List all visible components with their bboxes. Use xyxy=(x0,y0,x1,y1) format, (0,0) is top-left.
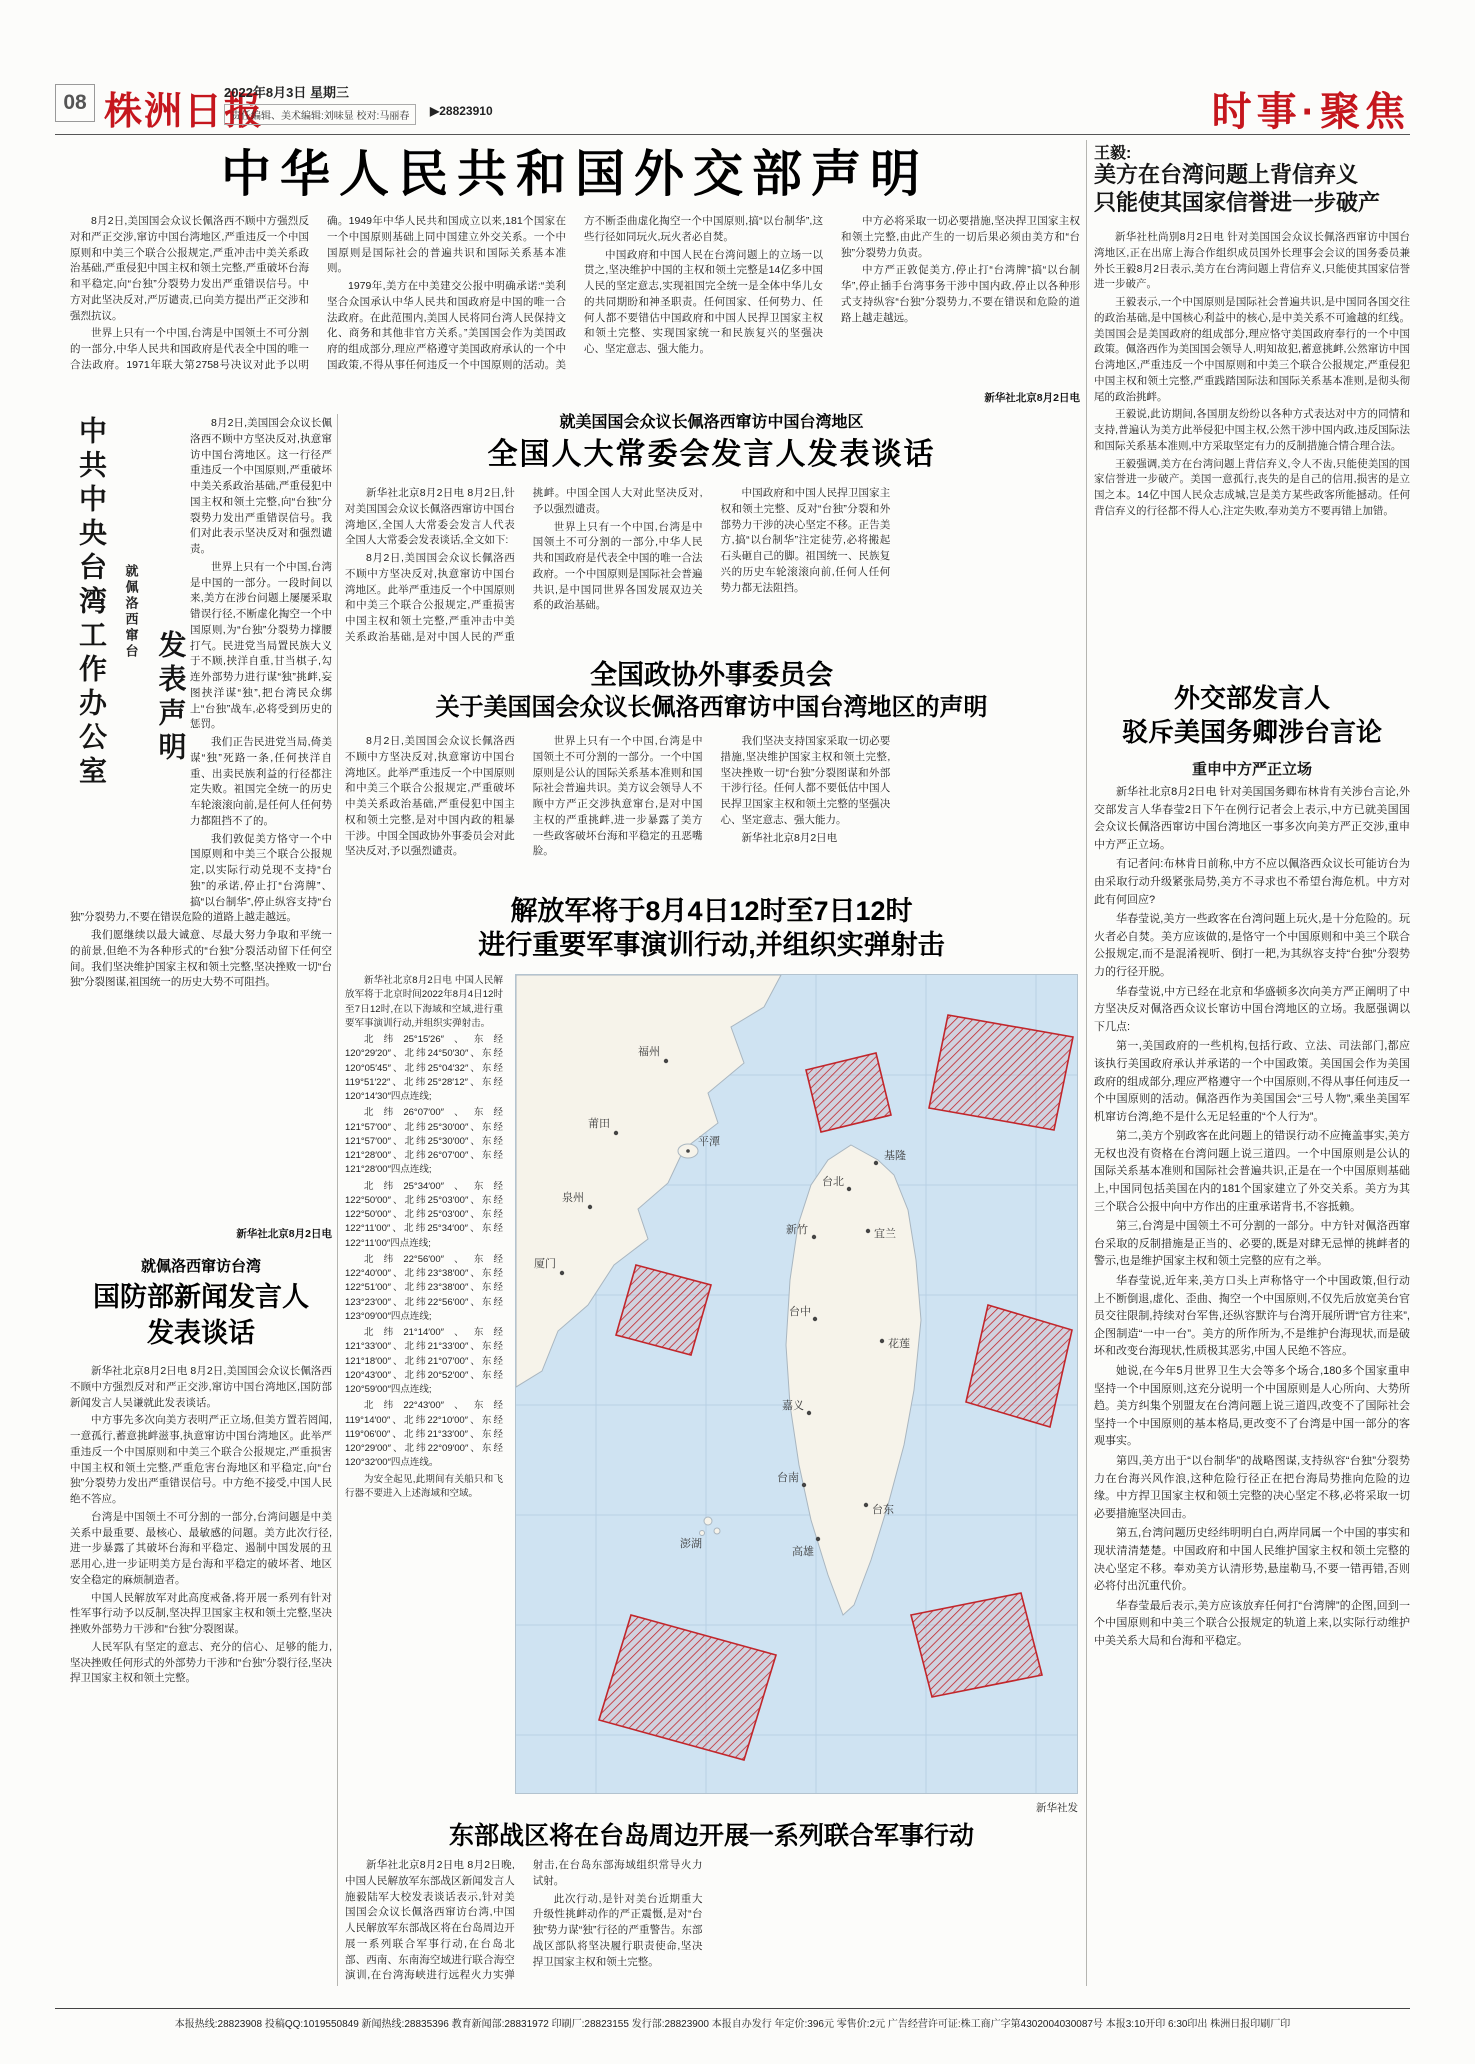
spox-body: 新华社北京8月2日电 针对美国国务卿布林肯有关涉台言论,外交部发言人华春莹2日下午在例行记者会上表示,中方已就美国国会众议长佩洛西窜访中国台湾地区一事多次向美方严正交涉,重申中方严正立场。 有记者问:布林肯日前称,中方不应以佩洛西众议长可能访台为由采取行动升级紧张局势,美方不寻求也不希望台海危机。中方对此有何回应? 华春莹说,美方一些政客在台湾问题上玩火,是十分危险的。玩火者必自焚。美方应该做的,是恪守一个中国原则和中美三个联合公报规定,而不是混淆视听、倒打一耙,为其纵容支持“台独”分裂势力的行径开脱。 华春莹说,中方已经在北京和华盛顿多次向美方严正阐明了中方坚决反对佩洛西众议长窜访中国台湾地区的立场。我愿强调以下几点: 第一,美国政府的一些机构,包括行政、立法、司法部门,都应该执行美国政府承认并承诺的一个中国政策。美国国会作为美国政府的组成部分,理应严格遵守一个中国原则,不得从事任何违反一个中国原则的活动。佩洛西作为美国国会“三号人物”,乘坐美国军机窜访台湾,绝不是什么无足轻重的“个人行为”。 第二,美方个别政客在此问题上的错误行动不应掩盖事实,美方无权也没有资格在台湾问题上说三道四。一个中国原则是公认的国际关系基本准则和国际社会普遍共识,正是在一个中国原则基础上,中国同包括美国在内的181个国家建立了外交关系。美方为其三个联合公报中向中方作出的庄重承诺背书,不容抵赖。 第三,台湾是中国领土不可分割的一部分。中方针对佩洛西窜台采取的反制措施是正当的、必要的,既是对肆无忌惮的挑衅者的警示,也是维护国家主权和领土完整的应有之举。 华春莹说,近年来,美方口头上声称恪守一个中国政策,但行动上不断倒退,虚化、歪曲、掏空一个中国原则,不仅先后放宽美台官员交往限制,持续对台军售,还纵容默许与台湾开展所谓“官方往来”,企图制造“一中一台”。美方的所作所为,不是维护台海现状,而是破坏和改变台海现状,性质极其恶劣,中国人民绝不答应。 她说,在今年5月世界卫生大会等多个场合,180多个国家重申坚持一个中国原则,这充分说明一个中国原则是人心所向、大势所趋。美方纠集个别盟友在台湾问题上说三道四,改变不了国际社会坚持一个中国原则的基本格局,更改变不了台湾是中国一部分的客观事实。 第四,美方出于“以台制华”的战略图谋,支持纵容“台独”分裂势力在台海兴风作浪,这种危险行径正在把台海局势推向危险的边缘。中方捍卫国家主权和领土完整的决心坚定不移,必将采取一切必要措施坚决回击。 第五,台湾问题历史经纬明明白白,两岸同属一个中国的事实和现状清清楚楚。中国政府和中国人民维护国家主权和领土完整的决心坚定不移。奉劝美方认清形势,悬崖勒马,不要一错再错,否则必将付出沉重代价。 华春莹最后表示,美方应该放弃任何打“台湾牌”的企图,回到一个中国原则和中美三个联合公报规定的轨道上来,以实际行动维护中美关系大局和台海和平稳定。 xyxy=(1094,786,1410,1647)
map-svg xyxy=(516,975,1077,1793)
wangyi-title-line2: 只能使其国家信誉进一步破产 xyxy=(1094,190,1381,215)
wangyi-title-line1: 美方在台湾问题上背信弃义 xyxy=(1094,162,1359,187)
page-number: 08 xyxy=(55,84,95,122)
publication-info-footer: 本报热线:28823908 投稿QQ:1019550849 新闻热线:28835396 教育新闻部:28831972 印刷厂:28823155 发行部:28823900 本报自办发行 年定价:396元 零售价:2元 广告经营许可证:株工商广字第4302004030087号 本报3:10开印 6:30印出 株洲日报印刷厂印 xyxy=(55,2008,1410,2030)
mod-title-line1: 国防部新闻发言人 xyxy=(93,1282,309,1312)
spox-title-line1: 外交部发言人 xyxy=(1173,683,1330,713)
eastern-theater-body: 新华社北京8月2日电 8月2日晚,中国人民解放军东部战区新闻发言人施毅陆军大校发表谈话表示,针对美国国会众议长佩洛西窜访台湾,中国人民解放军东部战区将在台岛周边开展一系列联合军事行动,在台岛北部、西南、东南海空域进行联合海空演训,在台湾海峡进行远程火力实弹射击,在台岛东部海域组织常导火力试射。 此次行动,是针对美台近期重大升级性挑衅动作的严正震慑,是对“台独”势力谋“独”行径的严重警告。东部战区部队将坚决履行职责使命,坚决捍卫国家主权和领土完整。 xyxy=(345,1859,703,1982)
city-label: 花莲 xyxy=(888,1338,910,1350)
city-label: 新竹 xyxy=(786,1224,808,1236)
date-line: 2022年8月3日 星期三 xyxy=(224,85,349,100)
city-label: 台南 xyxy=(777,1472,799,1484)
mod-body: 新华社北京8月2日电 8月2日,美国国会众议长佩洛西不顾中方强烈反对和严正交涉,窜访中国台湾地区,国防部新闻发言人吴谦就此发表谈话。 中方事先多次向美方表明严正立场,但美方置若罔闻,一意孤行,蓄意挑衅滋事,执意窜访中国台湾地区。此举严重违反一个中国原则和中美三个联合公报规定,严重损害中国主权和领土完整,严重危害台海地区和平稳定,向“台独”分裂势力发出严重错误信号。中方绝不接受,中国人民绝不答应。 台湾是中国领土不可分割的一部分,台湾问题是中美关系中最重要、最核心、最敏感的问题。美方此次行径,进一步暴露了其破坏台海和平稳定、遏制中国发展的丑恶用心,进一步证明美方是台海和平稳定的破坏者、地区安全稳定的麻烦制造者。 中国人民解放军对此高度戒备,将开展一系列有针对性军事行动予以反制,坚决捍卫国家主权和领土完整,坚决挫败外部势力干涉和“台独”分裂图谋。 人民军队有坚定的意志、充分的信心、足够的能力,坚决挫败任何形式的外部势力干涉和“台独”分裂行径,坚决捍卫国家主权和领土完整。 xyxy=(70,1365,332,1685)
taiban-statement-body: 8月2日,美国国会众议长佩洛西不顾中方坚决反对,执意窜访中国台湾地区。这一行径严重违反一个中国原则,严重破坏中美关系政治基础,严重侵犯中国主权和领土完整,向“台独”分裂势力发出严重错误信号。我们对此表示坚决反对和强烈谴责。 世界上只有一个中国,台湾是中国的一部分。一段时间以来,美方在涉台问题上屡屡采取错误行径,不断虚化掏空一个中国原则,为“台独”分裂势力撑腰打气。民进党当局置民族大义于不顾,挟洋自重,甘当棋子,勾连外部势力进行谋“独”挑衅,妄图挟洋谋“独”,把台湾民众绑上“台独”战车,必将受到历史的惩罚。 我们正告民进党当局,倚美谋“独”死路一条,任何挟洋自重、出卖民族利益的行径都注定失败。祖国完全统一的历史车轮滚滚向前,是任何人任何势力都阻挡不了的。 我们敦促美方恪守一个中国原则和中美三个联合公报规定,以实际行动兑现不支持“台独”的承诺,停止打“台湾牌”、搞“以台制华”,停止纵容支持“台独”分裂势力,不要在错误危险的道路上越走越远。 我们愿继续以最大诚意、尽最大努力争取和平统一的前景,但绝不为各种形式的“台独”分裂活动留下任何空间。我们坚决维护国家主权和领土完整,坚决挫败一切“台独”分裂图谋,祖国统一的历史大势不可阻挡。 xyxy=(70,417,332,989)
section-title: 时事·聚焦 xyxy=(1211,90,1410,134)
fm-statement-byline: 新华社北京8月2日电 xyxy=(820,390,1080,405)
wangyi-body: 新华社杜尚别8月2日电 针对美国国会众议长佩洛西窜访中国台湾地区,正在出席上海合作组织成员国外长理事会会议的国务委员兼外长王毅8月2日表示,美方在台湾问题上背信弃义,只能使其国家信誉进一步破产。 王毅表示,一个中国原则是国际社会普遍共识,是中国同各国交往的政治基础,是中国核心利益中的核心,是中美关系不可逾越的红线。美国国会是美国政府的组成部分,理应恪守美国政府奉行的一个中国政策。佩洛西作为美国国会领导人,明知故犯,蓄意挑衅,公然窜访中国台湾地区,严重违反一个中国原则和中美三个联合公报规定,严重侵犯中国主权和领土完整,严重践踏国际法和国际关系基本准则,是彻头彻尾的政治挑衅。 王毅说,此访期间,各国朋友纷纷以各种方式表达对中方的同情和支持,普遍认为美方此举侵犯中国主权,公然干涉中国内政,违反国际法和国际关系基本准则,中方采取坚定有力的反制措施合情合理合法。 王毅强调,美方在台湾问题上背信弃义,令人不齿,只能使美国的国家信誉进一步破产。美国一意孤行,丧失的是自己的信用,损害的是立国之本。14亿中国人民众志成城,岂是美方某些政客所能撼动。任何背信弃义的行径都不得人心,注定失败,奉劝美方不要再错上加错。 xyxy=(1094,231,1410,517)
wangyi-speaker-label: 王毅: xyxy=(1094,145,1132,162)
npc-kicker: 就美国国会众议长佩洛西窜访中国台湾地区 xyxy=(559,414,864,431)
city-label: 平潭 xyxy=(698,1136,720,1148)
spox-subtitle: 重申中方严正立场 xyxy=(1191,761,1312,778)
city-label: 嘉义 xyxy=(782,1400,804,1412)
taiban-statement xyxy=(70,416,332,1222)
pla-coordinates-list: 新华社北京8月2日电 中国人民解放军将于北京时间2022年8月4日12时至7日12时,在以下海域和空域,进行重要军事演训行动,并组织实弹射击。 北纬25°15′26″、东经120°29′20″、北纬24°50′30″、东经120°05′45″、北纬25°04′32″、东经119°51′22″、北纬25°28′12″、东经120°14′30″四点连线; 北纬26°07′00″、东经121°57′00″、北纬25°30′00″、东经121°57′00″、北纬25°30′00″、东经121°28′00″、北纬26°07′00″、东经121°28′00″四点连线; 北纬25°34′00″、东经122°50′00″、北纬25°03′00″、东经122°50′00″、北纬25°03′00″、东经122°11′00″、北纬25°34′00″、东经122°11′00″四点连线; 北纬22°56′00″、东经122°40′00″、北纬23°38′00″、东经122°51′00″、北纬23°38′00″、东经123°23′00″、北纬22°56′00″、东经123°09′00″四点连线; 北纬21°14′00″、东经121°33′00″、北纬21°33′00″、东经121°18′00″、北纬21°07′00″、东经120°43′00″、北纬20°52′00″、东经120°59′00″四点连线; 北纬22°43′00″、东经119°14′00″、北纬22°10′00″、东经119°06′00″、北纬21°33′00″、东经120°29′00″、北纬22°09′00″、东经120°32′00″四点连线。 为安全起见,此期间有关船只和飞行器不要进入上述海域和空域。 xyxy=(345,975,503,1499)
city-label: 基隆 xyxy=(884,1150,906,1162)
city-label: 泉州 xyxy=(562,1192,584,1204)
left-column-divider xyxy=(337,414,338,1986)
header-divider xyxy=(55,134,1410,135)
pla-title-line1: 解放军将于8月4日12时至7日12时 xyxy=(510,896,913,926)
eastern-theater-title: 东部战区将在台岛周边开展一系列联合军事行动 xyxy=(448,1822,974,1850)
city-label: 厦门 xyxy=(534,1258,556,1270)
city-label: 莆田 xyxy=(588,1118,610,1130)
npc-body: 新华社北京8月2日电 8月2日,针对美国国会众议长佩洛西窜访中国台湾地区,全国人大常委会发言人代表全国人大常委会发表谈话,全文如下: 8月2日,美国国会众议长佩洛西不顾中方坚决反对,执意窜访中国台湾地区。此举严重违反一个中国原则和中美三个联合公报规定,严重损害中国主权和领土完整,严重冲击中美关系政治基础,是对中国人民的严重挑衅。中国全国人大对此坚决反对,予以强烈谴责。 世界上只有一个中国,台湾是中国领土不可分割的一部分,中华人民共和国政府是代表全中国的唯一合法政府。一个中国原则是国际社会普遍共识,是中国同世界各国发展双边关系的政治基础。 中国政府和中国人民捍卫国家主权和领土完整、反对“台独”分裂和外部势力干涉的决心坚定不移。正告美方,搞“以台制华”注定徒劳,必将搬起石头砸自己的脚。祖国统一、民族复兴的历史车轮滚滚向前,任何人任何势力都无法阻挡。 xyxy=(345,487,891,643)
fm-statement-body: 8月2日,美国国会众议长佩洛西不顾中方强烈反对和严正交涉,窜访中国台湾地区,严重违反一个中国原则和中美三个联合公报规定,严重冲击中美关系政治基础,严重侵犯中国主权和领土完整,严重破坏台海和平稳定,向“台独”分裂势力发出严重错误信号。中方对此坚决反对,严厉谴责,已向美方提出严正交涉和强烈抗议。 世界上只有一个中国,台湾是中国领土不可分割的一部分,中华人民共和国政府是代表全中国的唯一合法政府。1971年联大第2758号决议对此予以明确。1949年中华人民共和国成立以来,181个国家在一个中国原则基础上同中国建立外交关系。一个中国原则是国际社会的普遍共识和国际关系基本准则。 1979年,美方在中美建交公报中明确承诺:“美利坚合众国承认中华人民共和国政府是中国的唯一合法政府。在此范围内,美国人民将同台湾人民保持文化、商务和其他非官方关系。”美国国会作为美国政府的组成部分,理应严格遵守美国政府承认的一个中国政策,不得从事任何违反一个中国原则的活动。美方不断歪曲虚化掏空一个中国原则,搞“以台制华”,这些行径如同玩火,玩火者必自焚。 中国政府和中国人民在台湾问题上的立场一以贯之,坚决维护中国的主权和领土完整是14亿多中国人民的坚定意志,实现祖国完全统一是全体中华儿女的共同期盼和神圣职责。任何国家、任何势力、任何人都不要错估中国政府和中国人民捍卫国家主权和领土完整、实现国家统一和民族复兴的坚强决心、坚定意志、强大能力。 中方必将采取一切必要措施,坚决捍卫国家主权和领土完整,由此产生的一切后果必须由美方和“台独”分裂势力负责。 中方严正敦促美方,停止打“台湾牌”搞“以台制华”,停止插手台湾事务干涉中国内政,停止以各种形式支持纵容“台独”分裂势力,不要在错误和危险的道路上越走越远。 xyxy=(70,215,1080,371)
pla-title-line2: 进行重要军事演训行动,并组织实弹射击 xyxy=(478,930,945,960)
city-label: 台东 xyxy=(872,1504,894,1516)
city-label: 高雄 xyxy=(792,1546,814,1558)
right-column-divider xyxy=(1086,140,1087,1986)
city-label: 台中 xyxy=(789,1306,811,1318)
cppcc-title-line2: 关于美国国会众议长佩洛西窜访中国台湾地区的声明 xyxy=(435,694,988,721)
masthead-logo: 株洲日报 xyxy=(104,91,265,133)
hotline-number: ▶28823910 xyxy=(430,104,493,118)
taiban-title-kicker: 就佩洛西窜台 xyxy=(123,564,139,660)
editors-line: 责任编辑、美术编辑:刘味显 校对:马丽春 xyxy=(224,104,416,125)
city-label: 宜兰 xyxy=(874,1228,896,1240)
taiban-title-sub: 发表声明 xyxy=(155,630,187,766)
map-credit: 新华社发 xyxy=(1036,1802,1078,1814)
taiban-vertical-title xyxy=(70,416,190,898)
cppcc-title-line1: 全国政协外事委员会 xyxy=(590,660,833,690)
fm-statement-title: 中华人民共和国外交部声明 xyxy=(221,146,929,202)
taiban-title-main: 中共中央台湾工作办公室 xyxy=(76,416,107,790)
cppcc-body: 8月2日,美国国会众议长佩洛西不顾中方坚决反对,执意窜访中国台湾地区。此举严重违反一个中国原则和中美三个联合公报规定,严重破坏中美关系政治基础,严重侵犯中国主权和领土完整,是对中国内政的粗暴干涉。中国全国政协外事委员会对此坚决反对,予以强烈谴责。 世界上只有一个中国,台湾是中国领土不可分割的一部分。一个中国原则是公认的国际关系基本准则和国际社会普遍共识。美方议会领导人不顾中方严正交涉执意窜台,是对中国主权的严重挑衅,进一步暴露了美方一些政客破坏台海和平稳定的丑恶嘴脸。 我们坚决支持国家采取一切必要措施,坚决维护国家主权和领土完整,坚决挫败一切“台独”分裂图谋和外部干涉行径。任何人都不要低估中国人民捍卫国家主权和领土完整的坚强决心、坚定意志、强大能力。 新华社北京8月2日电 xyxy=(345,735,891,858)
taiban-byline: 新华社北京8月2日电 xyxy=(236,1228,332,1240)
mod-kicker: 就佩洛西窜访台湾 xyxy=(140,1258,261,1275)
exercise-zones-map xyxy=(515,974,1078,1794)
city-label: 台北 xyxy=(822,1176,844,1188)
npc-title: 全国人大常委会发言人发表谈话 xyxy=(487,438,936,471)
spox-title-line2: 驳斥美国务卿涉台言论 xyxy=(1121,717,1382,747)
city-label: 澎湖 xyxy=(680,1538,702,1550)
mod-title-line2: 发表谈话 xyxy=(147,1318,255,1348)
city-label: 福州 xyxy=(638,1046,660,1058)
